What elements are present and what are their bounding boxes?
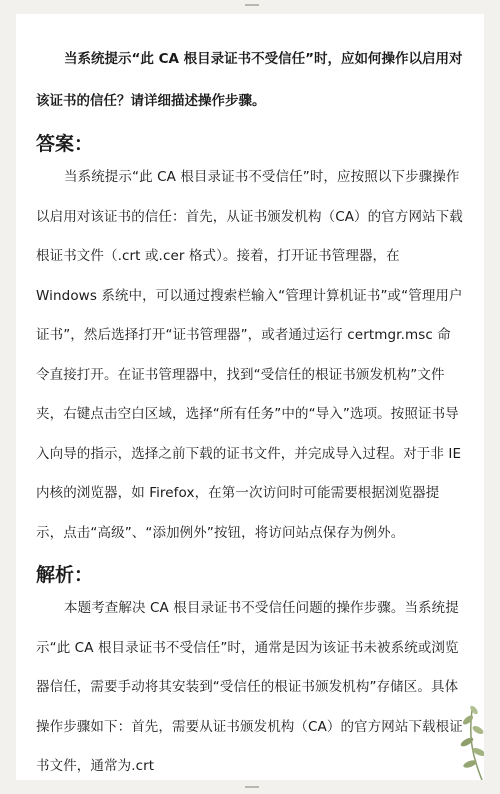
leaf-decoration-icon — [424, 690, 484, 780]
analysis-text: 本题考查解决 CA 根目录证书不受信任问题的操作步骤。当系统提示“此 CA 根目录证书不受信任”时，通常是因为该证书未被系统或浏览器信任，需要手动将其安装到“受信任的根证书颁发机构”存储区。具体操作步骤如下：首先，需要从证书颁发机构（CA）的官方网站下载根证书文件，通常为.crt — [36, 600, 463, 774]
top-edge-mark — [245, 4, 259, 6]
answer-text: 当系统提示“此 CA 根目录证书不受信任”时，应按照以下步骤操作以启用对该证书的信任：首先，从证书颁发机构（CA）的官方网站下载根证书文件（.crt 或.cer 格式）。接着，打开证书管理器，在 Windows 系统中，可以通过搜索栏输入“管理计算机证书”或“管理用户证书”，然后选择打开“证书管理器”，或者通过运行 certmgr.msc 命令直接打开。在证书管理器中，找到“受信任的根证书颁发机构”文件夹，右键点击空白区域，选择“所有任务”中的“导入”选项。按照证书导入向导的指示，选择之前下载的证书文件，并完成导入过程。对于非 IE 内核的浏览器，如 Firefox，在第一次访问时可能需要根据浏览器提示，点击“高级”、“添加例外”按钮，将访问站点保存为例外。 — [36, 169, 463, 541]
analysis-heading: 解析： — [36, 564, 94, 586]
question-text: 当系统提示“此 CA 根目录证书不受信任”时，应如何操作以启用对该证书的信任？请详细描述操作步骤。 — [36, 51, 463, 109]
answer-heading: 答案： — [36, 133, 94, 155]
bottom-edge-mark — [245, 786, 259, 788]
document-page — [16, 14, 484, 780]
